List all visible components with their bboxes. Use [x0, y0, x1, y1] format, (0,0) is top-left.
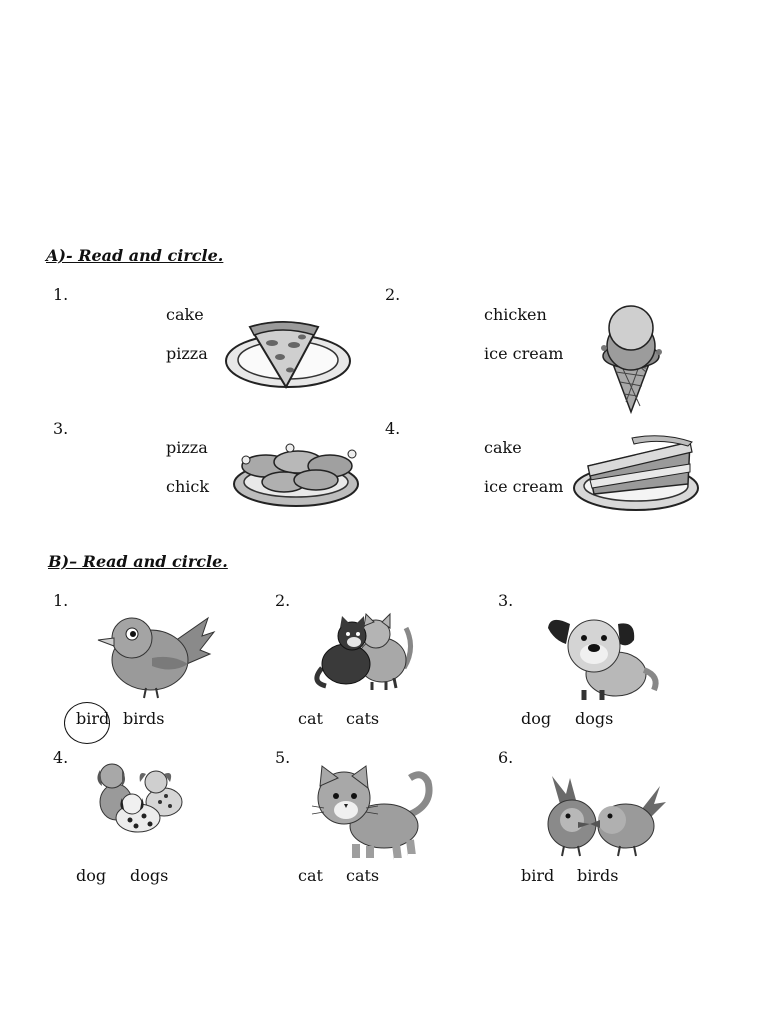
question-b4-option-2[interactable]: dogs: [130, 866, 169, 885]
question-b5-option-1[interactable]: cat: [298, 866, 323, 885]
question-a1-option-1[interactable]: cake: [166, 305, 204, 324]
two-birds-icon: [542, 774, 666, 860]
question-b6-option-1[interactable]: bird: [521, 866, 555, 885]
question-b6-number: 6.: [498, 748, 514, 767]
question-b1-number: 1.: [53, 591, 69, 610]
question-b4-option-1[interactable]: dog: [76, 866, 107, 885]
question-a3-option-1[interactable]: pizza: [166, 438, 208, 457]
question-b2-number: 2.: [275, 591, 291, 610]
question-b1-option-2[interactable]: birds: [123, 709, 165, 728]
two-cats-icon: [312, 608, 416, 692]
section-b-heading: B)– Read and circle.: [48, 552, 228, 571]
question-b2-option-2[interactable]: cats: [346, 709, 380, 728]
pizza-slice-on-plate-icon: [222, 315, 354, 393]
question-b5-option-2[interactable]: cats: [346, 866, 380, 885]
several-dogs-icon: [94, 762, 188, 838]
question-a4-option-1[interactable]: cake: [484, 438, 522, 457]
question-b3-number: 3.: [498, 591, 514, 610]
question-b2-option-1[interactable]: cat: [298, 709, 323, 728]
single-dog-icon: [544, 610, 664, 704]
question-b3-option-1[interactable]: dog: [521, 709, 552, 728]
question-b6-option-2[interactable]: birds: [577, 866, 619, 885]
question-a2-number: 2.: [385, 285, 401, 304]
cake-slice-on-plate-icon: [572, 432, 702, 514]
question-a1-option-2[interactable]: pizza: [166, 344, 208, 363]
question-a3-number: 3.: [53, 419, 69, 438]
question-b3-option-2[interactable]: dogs: [575, 709, 614, 728]
single-cat-icon: [310, 766, 436, 864]
section-a-heading: A)- Read and circle.: [46, 246, 224, 265]
question-a1-number: 1.: [53, 285, 69, 304]
question-b4-number: 4.: [53, 748, 69, 767]
question-a2-option-2[interactable]: ice cream: [484, 344, 564, 363]
ice-cream-cone-icon: [596, 306, 666, 416]
question-a3-option-2[interactable]: chick: [166, 477, 210, 496]
question-a2-option-1[interactable]: chicken: [484, 305, 547, 324]
question-b1-option-1[interactable]: bird: [76, 709, 110, 728]
question-a4-number: 4.: [385, 419, 401, 438]
question-a4-option-2[interactable]: ice cream: [484, 477, 564, 496]
question-b5-number: 5.: [275, 748, 291, 767]
single-bird-icon: [92, 610, 216, 700]
fried-chicken-plate-icon: [232, 440, 364, 510]
